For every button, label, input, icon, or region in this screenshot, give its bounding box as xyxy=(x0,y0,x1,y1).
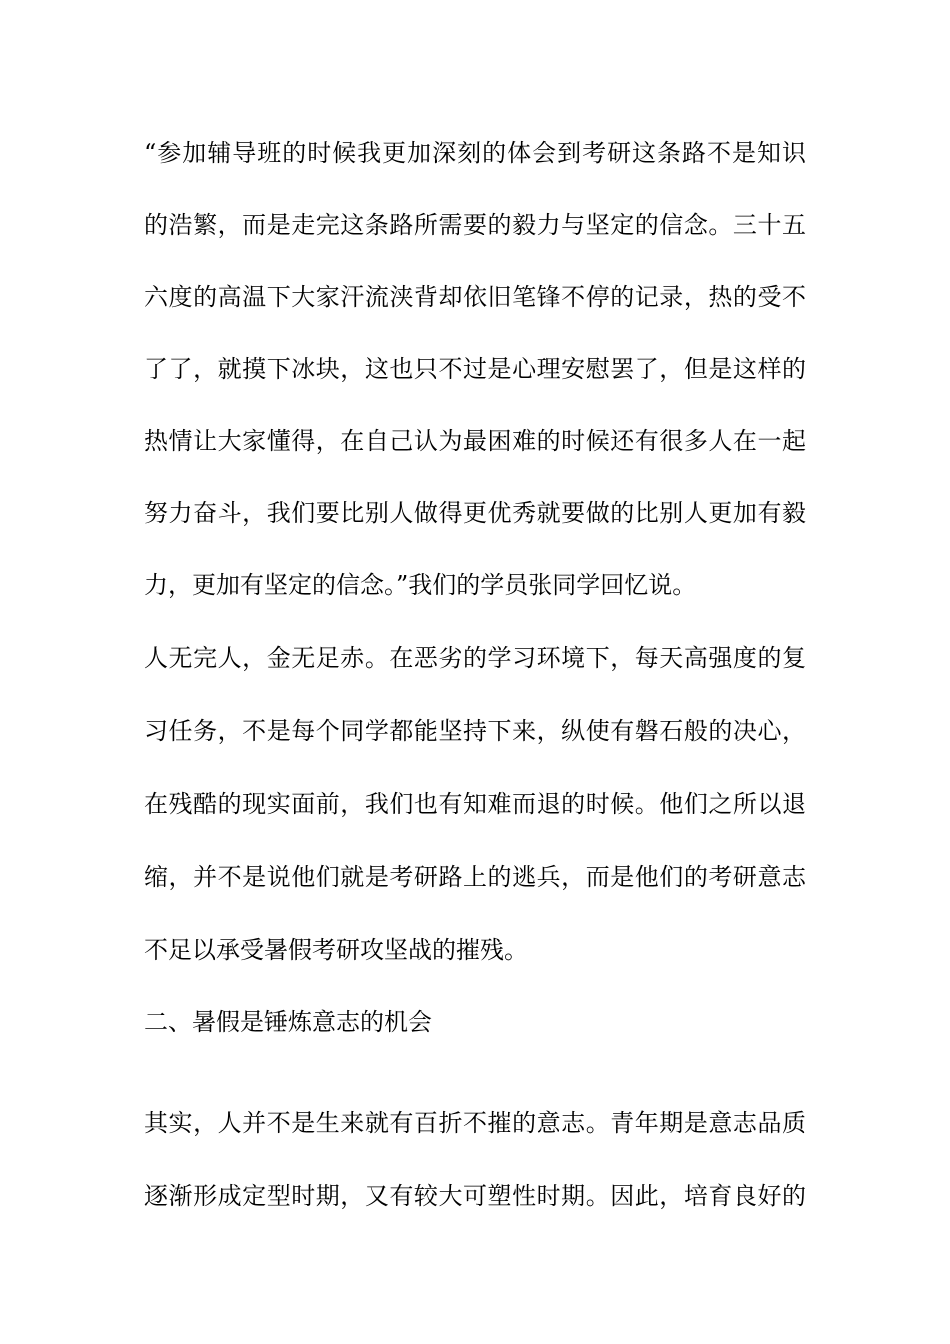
section-heading: 二、暑假是锤炼意志的机会 xyxy=(144,1008,432,1036)
paragraph-2-line-5: 不足以承受暑假考研攻坚战的摧残。 xyxy=(144,936,528,964)
paragraph-1-line-7: 力，更加有坚定的信念。”我们的学员张同学回忆说。 xyxy=(144,571,697,599)
paragraph-1-line-3: 六度的高温下大家汗流浃背却依旧笔锋不停的记录，热的受不 xyxy=(144,283,806,311)
paragraph-2-line-3: 在残酷的现实面前，我们也有知难而退的时候。他们之所以退 xyxy=(144,790,806,818)
paragraph-1-line-4: 了了，就摸下冰块，这也只不过是心理安慰罢了，但是这样的 xyxy=(144,355,806,383)
paragraph-2-line-4: 缩，并不是说他们就是考研路上的逃兵，而是他们的考研意志 xyxy=(144,863,806,891)
paragraph-1-line-5: 热情让大家懂得，在自己认为最困难的时候还有很多人在一起 xyxy=(144,427,806,455)
paragraph-2-line-2: 习任务，不是每个同学都能坚持下来，纵使有磐石般的决心， xyxy=(144,717,806,745)
paragraph-1-line-2: 的浩繁，而是走完这条路所需要的毅力与坚定的信念。三十五 xyxy=(144,211,806,239)
paragraph-3-line-2: 逐渐形成定型时期，又有较大可塑性时期。因此，培育良好的 xyxy=(144,1182,806,1210)
paragraph-2-line-1: 人无完人，金无足赤。在恶劣的学习环境下，每天高强度的复 xyxy=(144,644,806,672)
paragraph-3-line-1: 其实，人并不是生来就有百折不摧的意志。青年期是意志品质 xyxy=(144,1109,806,1137)
paragraph-1-line-1: “参加辅导班的时候我更加深刻的体会到考研这条路不是知识 xyxy=(144,139,806,167)
paragraph-1-line-6: 努力奋斗，我们要比别人做得更优秀就要做的比别人更加有毅 xyxy=(144,499,806,527)
